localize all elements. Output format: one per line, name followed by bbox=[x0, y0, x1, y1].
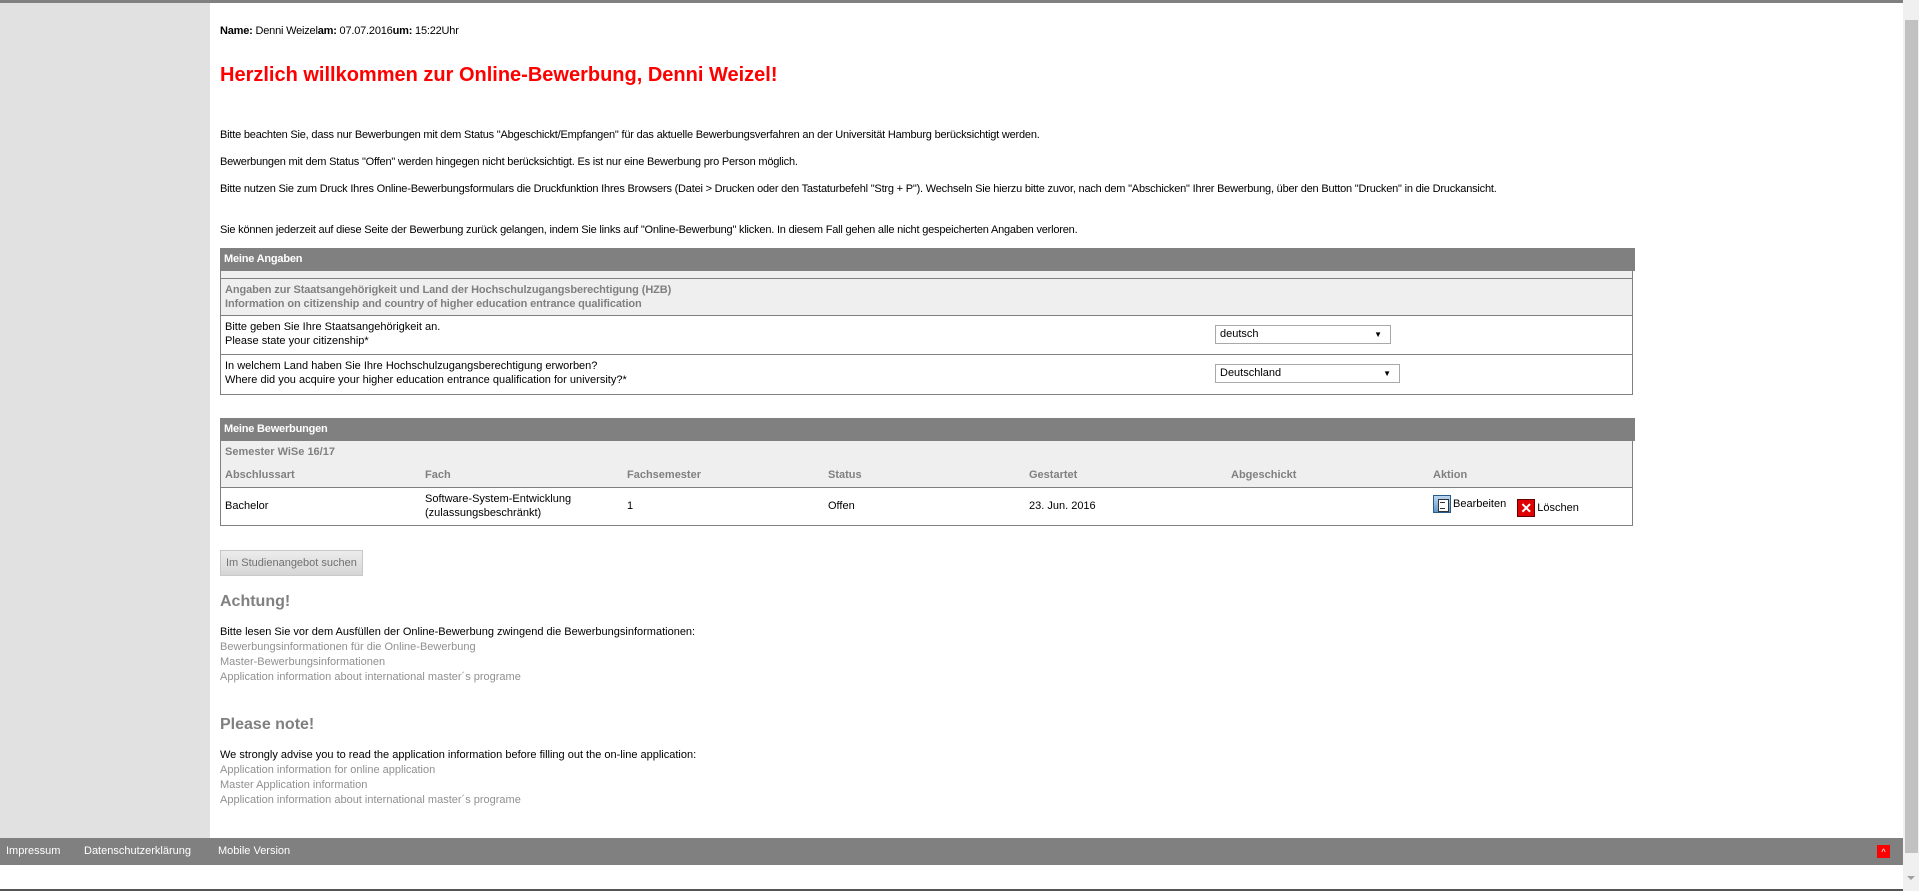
user-meta bbox=[220, 25, 459, 37]
vertical-scrollbar[interactable] bbox=[1903, 0, 1919, 891]
please-note-title: Please note! bbox=[220, 716, 315, 733]
achtung-title: Achtung! bbox=[220, 593, 291, 610]
cell-status: Offen bbox=[828, 500, 855, 513]
footer bbox=[0, 838, 1903, 865]
link-bewerbungsinfo[interactable]: Bewerbungsinformationen für die Online-Bewerbung bbox=[220, 641, 476, 653]
applications-table bbox=[221, 464, 1632, 525]
citizenship-row bbox=[221, 316, 1632, 355]
fach-name: Software-System-Entwicklung bbox=[425, 493, 572, 506]
hzb-country-select-value: Deutschland bbox=[1220, 367, 1282, 379]
cell-abgeschickt bbox=[1227, 487, 1429, 525]
edit-icon bbox=[1433, 495, 1451, 513]
cell-aktion bbox=[1429, 487, 1632, 525]
citizenship-select[interactable] bbox=[1215, 325, 1391, 344]
link-application-info[interactable]: Application information for online application bbox=[220, 764, 436, 776]
col-abschlussart: Abschlussart bbox=[221, 464, 421, 487]
sidebar bbox=[0, 3, 210, 838]
spacer-row bbox=[221, 271, 1632, 279]
col-abgeschickt: Abgeschickt bbox=[1227, 464, 1429, 487]
link-master-info[interactable]: Master-Bewerbungsinformationen bbox=[220, 656, 386, 668]
link-international-master[interactable]: Application information about international master´s programe bbox=[220, 671, 521, 683]
link-international-master-en[interactable]: Application information about international master´s programe bbox=[220, 794, 521, 806]
hzb-country-row bbox=[221, 355, 1632, 394]
table-row bbox=[221, 487, 1632, 525]
panel-title: Meine Angaben bbox=[220, 248, 1635, 271]
time-label: um: bbox=[392, 25, 413, 37]
hzb-country-select[interactable] bbox=[1215, 364, 1400, 383]
col-fach: Fach bbox=[421, 464, 623, 487]
info-paragraph: Bewerbungen mit dem Status "Offen" werden hingegen nicht berücksichtigt. Es ist nur eine Bewerbung pro Person möglich. bbox=[220, 156, 798, 168]
semester-label: Semester WiSe 16/17 bbox=[221, 441, 1632, 464]
meine-bewerbungen-panel bbox=[220, 418, 1633, 526]
meine-angaben-panel bbox=[220, 248, 1633, 395]
footer-link-mobile[interactable]: Mobile Version bbox=[218, 845, 291, 857]
scroll-down-arrow-icon[interactable] bbox=[1907, 876, 1915, 880]
info-paragraph: Bitte beachten Sie, dass nur Bewerbungen mit dem Status "Abgeschickt/Empfangen" für das aktuelle Bewerbungsverfahren an der Universität Hamburg berücksichtigt werden. bbox=[220, 129, 1040, 141]
edit-label: Bearbeiten bbox=[1453, 498, 1507, 511]
edit-button[interactable] bbox=[1433, 495, 1506, 513]
fach-note: (zulassungsbeschränkt) bbox=[425, 507, 542, 520]
scrollbar-thumb[interactable] bbox=[1905, 20, 1918, 853]
please-note-intro: We strongly advise you to read the application information before filling out the on-line application: bbox=[220, 749, 697, 761]
citizenship-label-en: Please state your citizenship* bbox=[225, 335, 369, 347]
link-master-application-info[interactable]: Master Application information bbox=[220, 779, 368, 791]
delete-button[interactable] bbox=[1517, 499, 1579, 517]
dropdown-arrow-icon: ▼ bbox=[1383, 369, 1391, 378]
panel-title: Meine Bewerbungen bbox=[220, 418, 1635, 441]
dropdown-arrow-icon: ▼ bbox=[1374, 330, 1382, 339]
hzb-country-label-en: Where did you acquire your higher education entrance qualification for university?* bbox=[225, 374, 627, 386]
achtung-intro: Bitte lesen Sie vor dem Ausfüllen der Online-Bewerbung zwingend die Bewerbungsinformationen: bbox=[220, 626, 696, 638]
col-gestartet: Gestartet bbox=[1025, 464, 1227, 487]
section-title-en: Information on citizenship and country of higher education entrance qualification bbox=[225, 298, 642, 310]
name-value: Denni Weizel bbox=[255, 25, 318, 37]
delete-icon: ✕ bbox=[1517, 499, 1535, 517]
footer-link-datenschutz[interactable]: Datenschutzerklärung bbox=[84, 845, 192, 857]
name-label: Name: bbox=[220, 25, 253, 37]
top-bar bbox=[0, 0, 1903, 3]
table-header-row bbox=[221, 464, 1632, 487]
time-value: 15:22Uhr bbox=[415, 25, 459, 37]
cell-abschlussart: Bachelor bbox=[225, 500, 269, 513]
cell-gestartet: 23. Jun. 2016 bbox=[1029, 500, 1096, 513]
section-header bbox=[221, 279, 1632, 316]
cell-fachsemester: 1 bbox=[627, 500, 634, 513]
info-paragraph: Sie können jederzeit auf diese Seite der Bewerbung zurück gelangen, indem Sie links auf "Online-Bewerbung" klicken. In diesem Fall gehen alle nicht gespeicherten Angaben verloren. bbox=[220, 224, 1078, 236]
col-aktion: Aktion bbox=[1429, 464, 1632, 487]
col-fachsemester: Fachsemester bbox=[623, 464, 824, 487]
cell-fach bbox=[421, 487, 623, 525]
section-title-de: Angaben zur Staatsangehörigkeit und Land der Hochschulzugangsberechtigung (HZB) bbox=[225, 284, 672, 296]
col-status: Status bbox=[824, 464, 1025, 487]
scroll-to-top-icon[interactable]: ^ bbox=[1877, 845, 1890, 858]
info-paragraph: Bitte nutzen Sie zum Druck Ihres Online-Bewerbungsformulars die Druckfunktion Ihres Browsers (Datei > Drucken oder den Tastaturbefehl "Strg + P"). Wechseln Sie hierzu bitte zuvor, nach dem "Abschicken" Ihrer Bewerbung, über den Button "Drucken" in die Druckansicht. bbox=[220, 183, 1497, 195]
page-title: Herzlich willkommen zur Online-Bewerbung, Denni Weizel! bbox=[220, 64, 778, 86]
date-value: 07.07.2016 bbox=[339, 25, 393, 37]
date-label: am: bbox=[317, 25, 337, 37]
citizenship-select-value: deutsch bbox=[1220, 328, 1259, 340]
footer-link-impressum[interactable]: Impressum bbox=[6, 845, 61, 857]
delete-label: Löschen bbox=[1537, 502, 1579, 515]
hzb-country-label-de: In welchem Land haben Sie Ihre Hochschulzugangsberechtigung erworben? bbox=[225, 360, 598, 372]
citizenship-label-de: Bitte geben Sie Ihre Staatsangehörigkeit an. bbox=[225, 321, 441, 333]
search-programs-button[interactable]: Im Studienangebot suchen bbox=[220, 550, 363, 576]
